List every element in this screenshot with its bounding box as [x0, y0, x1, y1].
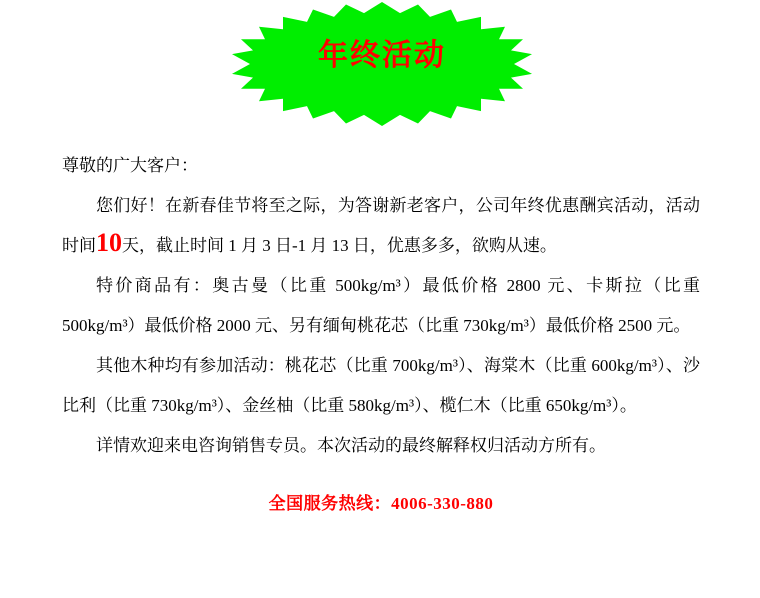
banner	[0, 0, 760, 130]
paragraph-1-text-a: 您们好！在新春佳节将至之际，为答谢新老客户，公司年终优惠酬宾活动，活动时间	[62, 196, 700, 255]
paragraph-4: 详情欢迎来电咨询销售专员。本次活动的最终解释权归活动方所有。	[96, 436, 606, 455]
paragraph-1-text-b: 天，截止时间 1 月 3 日-1 月 13 日，优惠多多，欲购从速。	[122, 236, 557, 255]
document-body	[0, 146, 760, 524]
paragraph-1	[62, 186, 700, 266]
paragraph-3: 其他木种均有参加活动：桃花芯（比重 700kg/m³）、海棠木（比重 600kg/m³）、沙比利（比重 730kg/m³）、金丝柚（比重 580kg/m³）、榄仁木（比重 650kg/m³）。	[62, 356, 700, 415]
banner-title: 年终活动	[318, 39, 446, 72]
paragraph-2: 特价商品有：奥古曼（比重 500kg/m³）最低价格 2800 元、卡斯拉（比重 500kg/m³）最低价格 2000 元、另有缅甸桃花芯（比重 730kg/m³）最低价格 2500 元。	[62, 276, 700, 335]
service-hotline: 全国服务热线：4006-330-880	[268, 494, 494, 513]
promo-duration-days: 10	[96, 228, 122, 257]
salutation: 尊敬的广大客户：	[62, 156, 198, 175]
